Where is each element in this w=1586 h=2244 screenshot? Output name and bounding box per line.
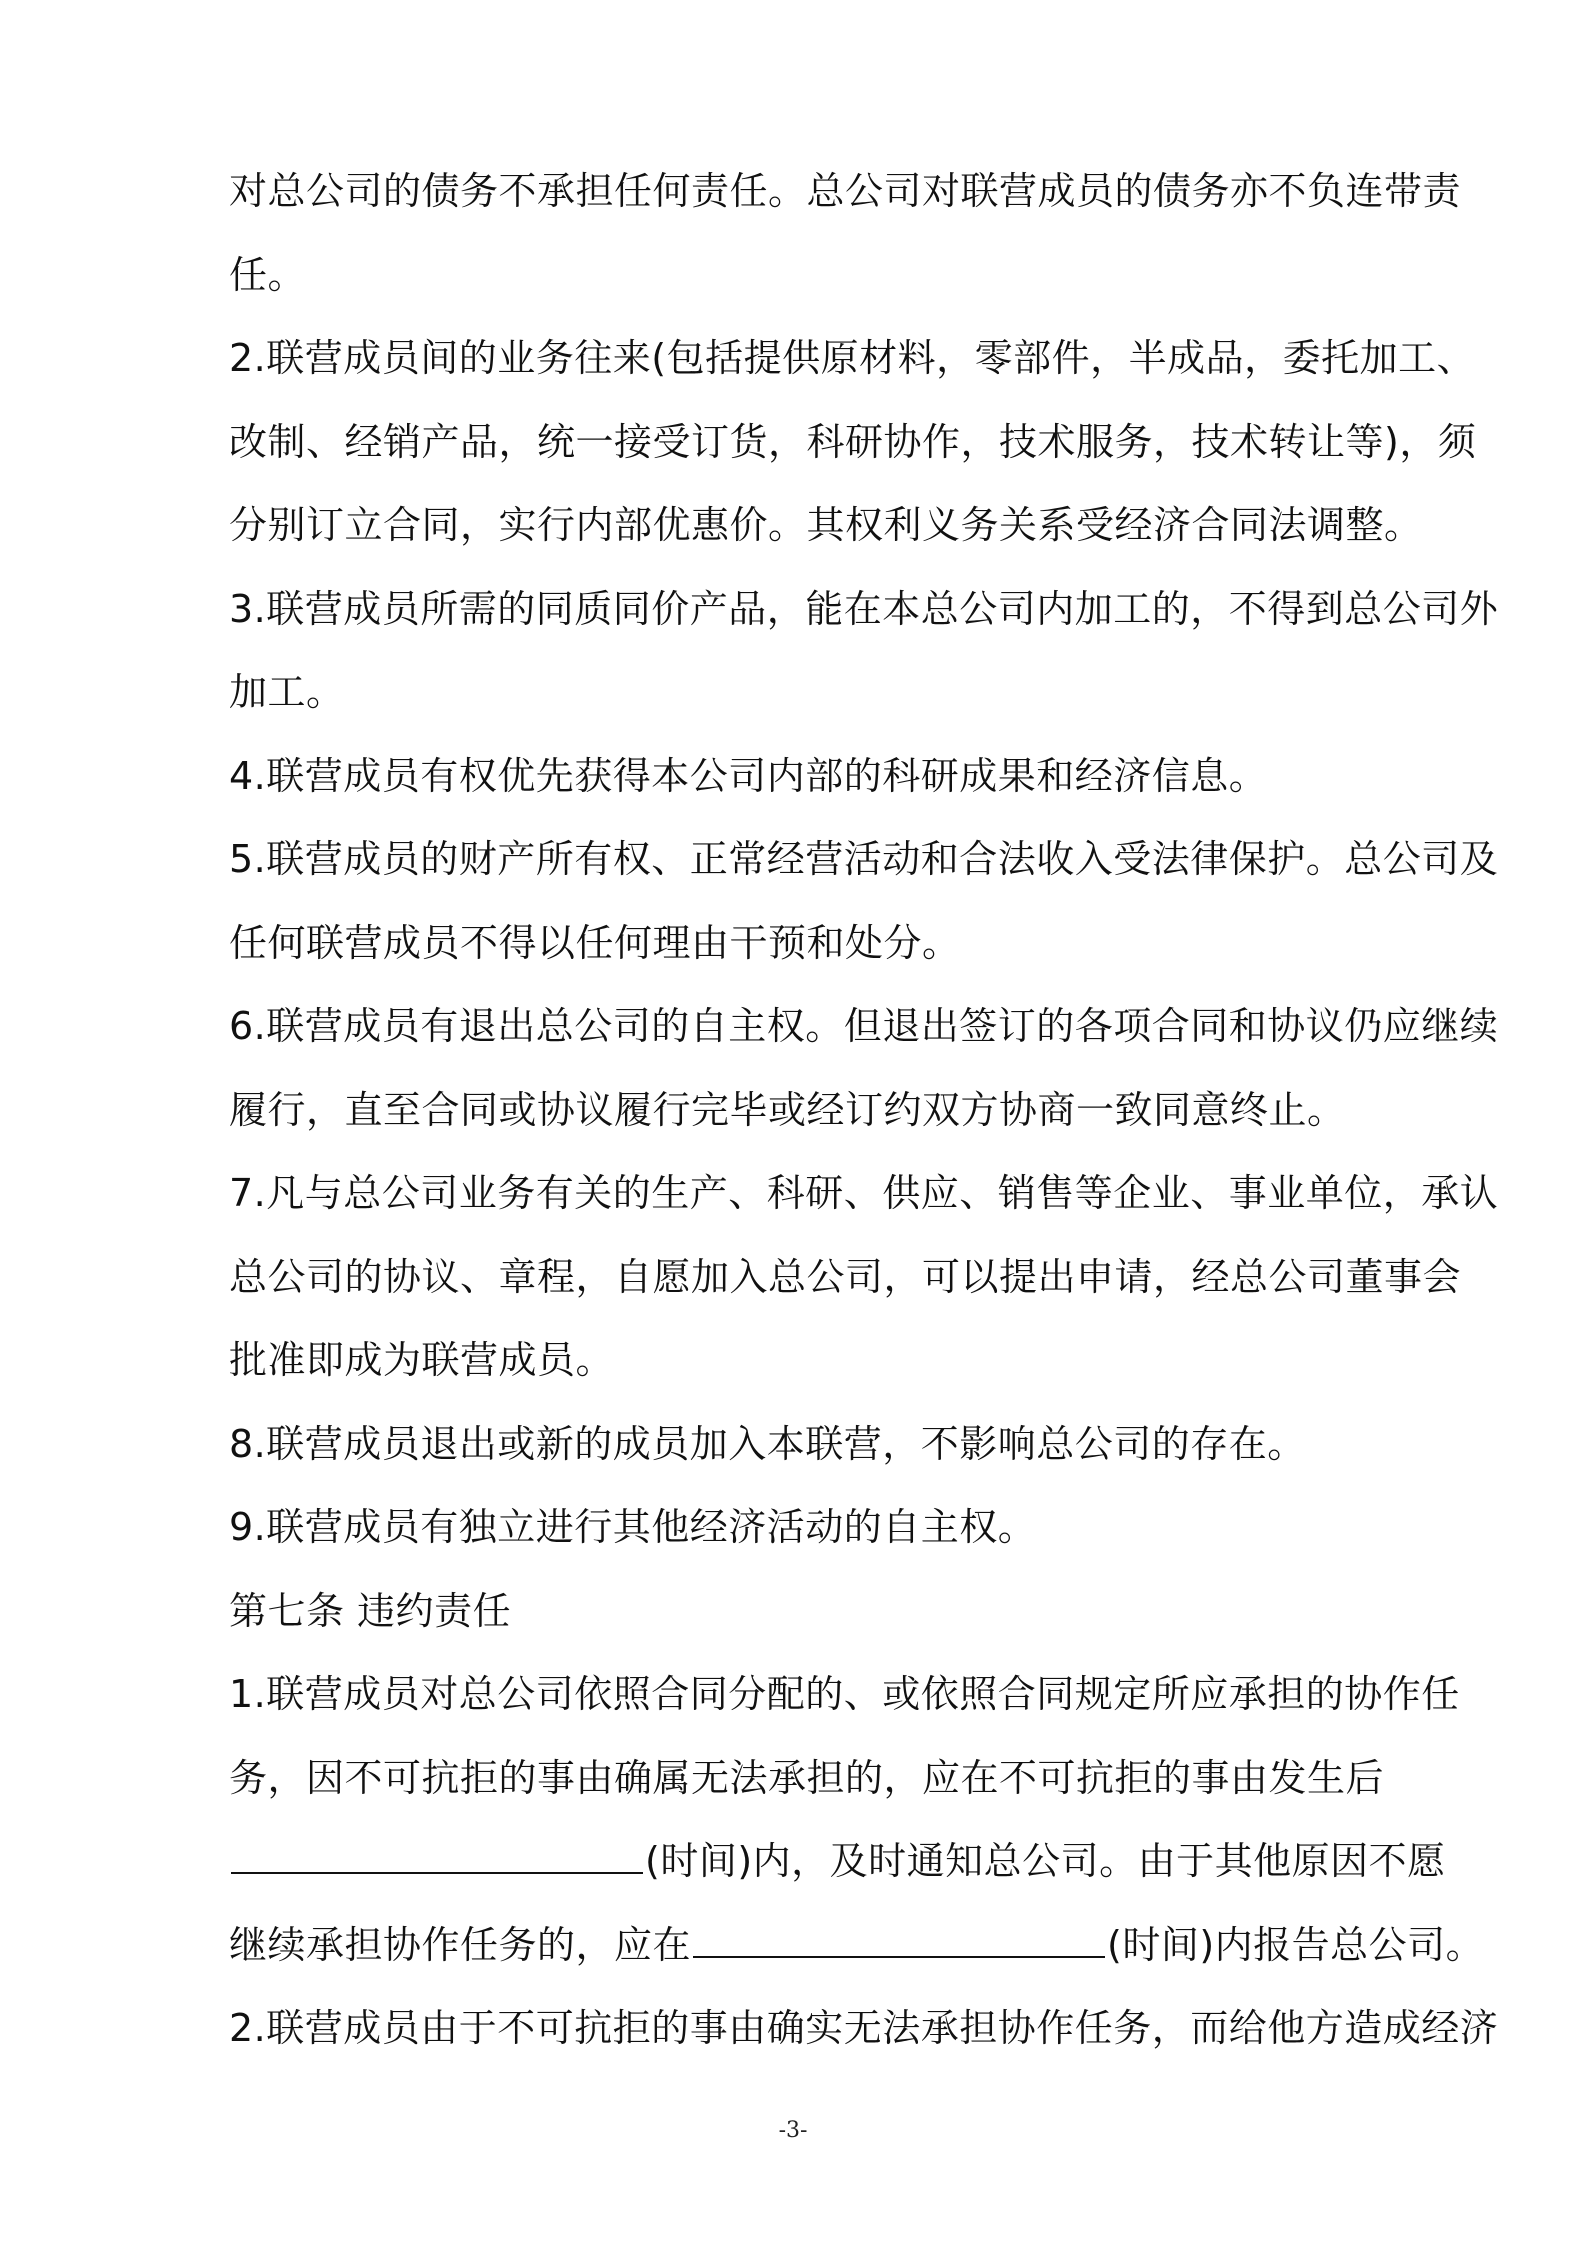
text-line: 2.联营成员间的业务往来(包括提供原材料，零部件，半成品，委托加工、	[229, 336, 1476, 380]
text-line: 履行，直至合同或协议履行完毕或经订约双方协商一致同意终止。	[229, 1087, 1346, 1132]
text-line: 任。	[229, 252, 307, 297]
text-line: 1.联营成员对总公司依照合同分配的、或依照合同规定所应承担的协作任	[229, 1672, 1460, 1716]
fill-in-blank[interactable]	[231, 1871, 643, 1874]
text-line: 6.联营成员有退出总公司的自主权。但退出签订的各项合同和协议仍应继续	[229, 1004, 1499, 1048]
text-line-with-blank	[229, 1820, 1449, 1904]
page-number: -3-	[778, 2118, 808, 2143]
blank-suffix-text: (时间)内，及时通知总公司。由于其他原因不愿	[645, 1839, 1446, 1883]
text-line: 2.联营成员由于不可抗拒的事由确实无法承担协作任务，而给他方造成经济	[229, 2006, 1499, 2050]
text-line: 改制、经销产品，统一接受订货，科研协作，技术服务，技术转让等)，须	[229, 419, 1477, 464]
fill-in-blank[interactable]	[693, 1955, 1105, 1958]
blank-suffix-text: (时间)内报告总公司。	[1107, 1922, 1485, 1967]
text-line-with-blank	[229, 1904, 1485, 1988]
text-line: 对总公司的债务不承担任何责任。总公司对联营成员的债务亦不负连带责	[229, 169, 1462, 213]
section-heading: 第七条 违约责任	[229, 1588, 512, 1633]
body-text	[229, 150, 1499, 2071]
text-line: 3.联营成员所需的同质同价产品，能在本总公司内加工的，不得到总公司外	[229, 586, 1499, 631]
text-line: 4.联营成员有权优先获得本公司内部的科研成果和经济信息。	[229, 753, 1268, 798]
text-line: 5.联营成员的财产所有权、正常经营活动和合法收入受法律保护。总公司及	[229, 837, 1499, 881]
text-line: 8.联营成员退出或新的成员加入本联营，不影响总公司的存在。	[229, 1421, 1306, 1466]
text-line: 分别订立合同，实行内部优惠价。其权利义务关系受经济合同法调整。	[229, 503, 1423, 547]
text-line: 总公司的协议、章程，自愿加入总公司，可以提出申请，经总公司董事会	[229, 1254, 1462, 1299]
text-line: 加工。	[229, 670, 345, 714]
text-line: 批准即成为联营成员。	[229, 1338, 615, 1382]
text-line: 7.凡与总公司业务有关的生产、科研、供应、销售等企业、事业单位，承认	[229, 1171, 1499, 1215]
text-line: 9.联营成员有独立进行其他经济活动的自主权。	[229, 1505, 1037, 1549]
blank-prefix-text: 继续承担协作任务的，应在	[229, 1922, 692, 1967]
text-line: 务，因不可抗拒的事由确属无法承担的，应在不可抗拒的事由发生后	[229, 1755, 1385, 1800]
text-line: 任何联营成员不得以任何理由干预和处分。	[229, 920, 961, 965]
